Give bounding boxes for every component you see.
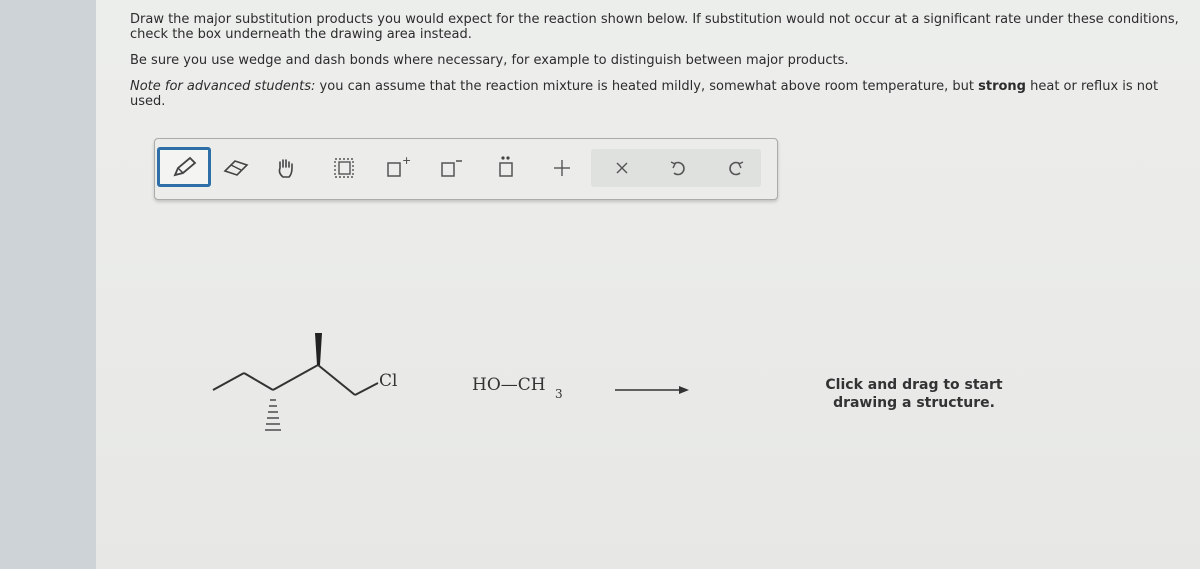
note-strong: strong bbox=[978, 79, 1026, 94]
bond bbox=[213, 373, 244, 390]
reaction-arrow bbox=[615, 386, 689, 394]
plus-sup: + bbox=[402, 154, 412, 167]
instruction-line-1: Draw the major substitution products you would expect for the reaction shown below. If substitution would not occur at a significant rate under these conditions, check the box underneath the drawing area instead. bbox=[130, 12, 1179, 42]
bond bbox=[244, 373, 273, 390]
chlorine-atom: Cl bbox=[379, 371, 398, 391]
wedge-bond bbox=[315, 333, 322, 365]
substrate-molecule bbox=[213, 333, 397, 430]
bond-to-cl bbox=[355, 383, 378, 395]
bond bbox=[318, 365, 355, 395]
bond bbox=[273, 365, 318, 390]
canvas-hint: Click and drag to start drawing a structure. bbox=[825, 377, 1003, 411]
reagent bbox=[472, 375, 563, 401]
reagent-formula: HO—CH bbox=[472, 375, 546, 395]
note-prefix: Note for advanced students: bbox=[130, 79, 316, 94]
instruction-line-2: Be sure you use wedge and dash bonds where necessary, for example to distinguish between major products. bbox=[130, 53, 849, 68]
dash-bond bbox=[265, 400, 281, 430]
note-text-1: you can assume that the reaction mixture is heated mildly, somewhat above room temperature, but bbox=[315, 79, 979, 94]
reagent-subscript: 3 bbox=[555, 387, 563, 401]
note-text-2: heat or reflux is not used. bbox=[130, 79, 1159, 109]
